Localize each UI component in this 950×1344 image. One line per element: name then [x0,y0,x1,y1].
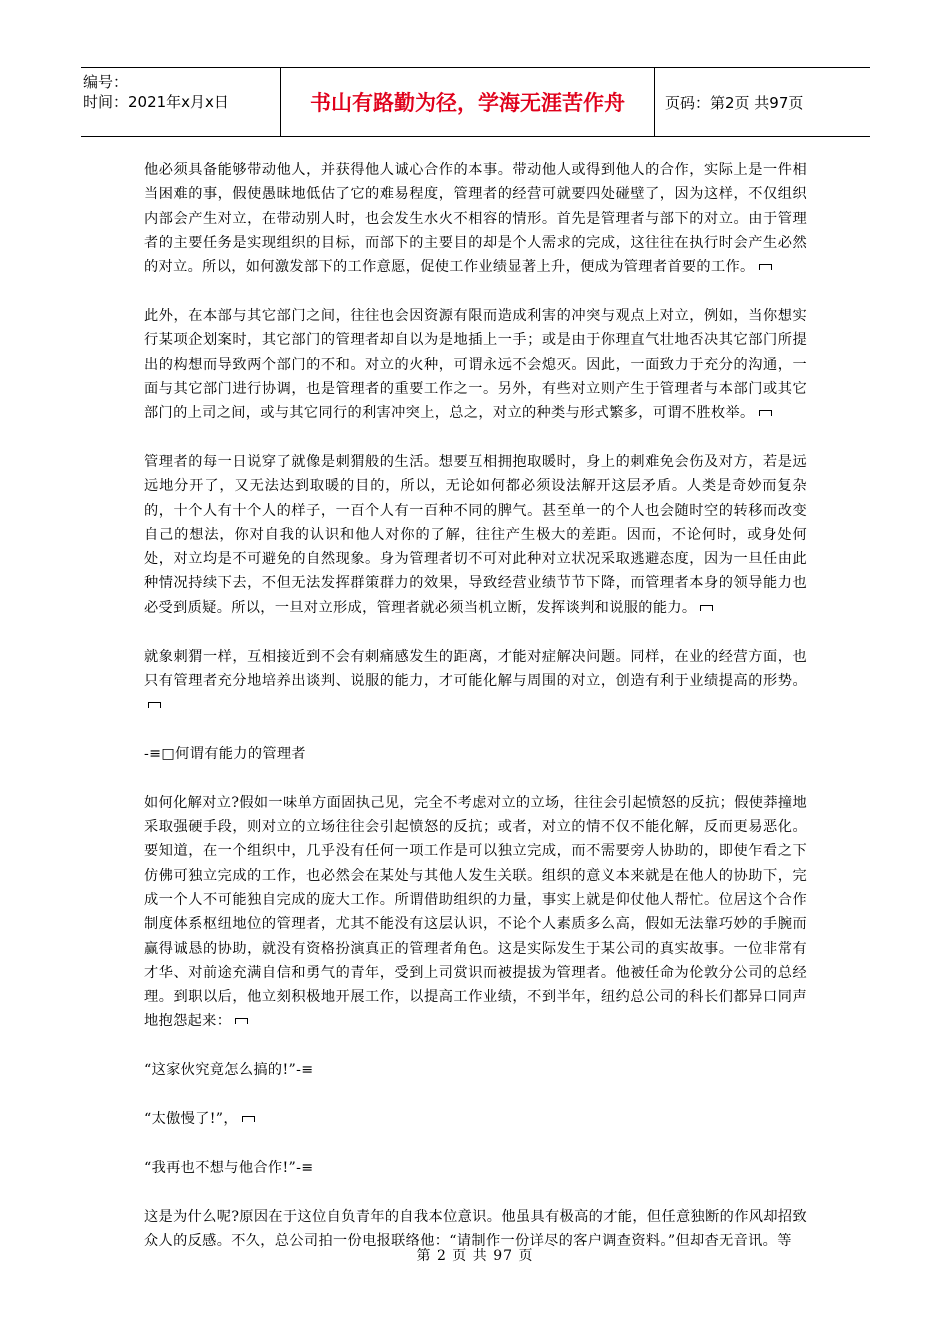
paragraph: 管理者的每一日说穿了就像是刺猬般的生活。想要互相拥抱取暖时，身上的刺难免会伤及对方，若是远远地分开了，又无法达到取暖的目的，所以，无论如何都必须设法解开这层矛盾。人类是奇妙而复杂的，十个人有十个人的样子，一百个人有一百种不同的脾气。甚至单一的个人也会随时空的转移而改变自己的想法，你对自我的认识和他人对你的了解，往往产生极大的差距。因而，不论何时，或身处何处，对立均是不可避免的自然现象。身为管理者切不可对此种对立状况采取逃避态度，因为一旦任由此种情况持续下去，不但无法发挥群策群力的效果，导致经营业绩节节下降，而管理者本身的领导能力也必受到质疑。所以，一旦对立形成，管理者就必须当机立断，发挥谈判和说服的能力。 [144,453,807,616]
paragraph-mark-icon [235,1018,248,1024]
paragraph: 就象刺猬一样，互相接近到不会有刺痛感发生的距离，才能对症解决问题。同样，在业的经营方面，也只有管理者充分地培养出谈判、说服的能力，才可能化解与周围的对立，创造有利于业绩提高的形势。 [144,645,807,718]
paragraph-mark-icon [148,702,161,708]
paragraph-mark-icon [700,605,713,611]
page-footer: 第 2 页 共 97 页 [416,1248,534,1264]
header-page-info: 页码：第2页 共97页 [665,93,804,112]
header-meta [81,68,281,136]
page-header [81,67,870,137]
quote-line: “我再也不想与他合作!”-≡ [144,1159,314,1176]
quote-line: “太傲慢了!”， [144,1107,807,1131]
doc-number-label: 编号： [83,73,129,91]
paragraph-mark-icon [759,264,772,270]
header-motto: 书山有路勤为径，学海无涯苦作舟 [281,68,655,136]
quote-line: “这家伙究竟怎么搞的!”-≡ [144,1062,314,1079]
section-heading: -≡□何谓有能力的管理者 [144,745,306,762]
paragraph-mark-icon [242,1116,255,1122]
paragraph: 这是为什么呢?原因在于这位自负青年的自我本位意识。他虽具有极高的才能，但任意独断的作风却招致众人的反感。不久，总公司拍一份电报联络他：“请制作一份详尽的客户调查资料。”但却杳无音讯。等 [144,1208,807,1249]
paragraph: 此外，在本部与其它部门之间，往往也会因资源有限而造成利害的冲突与观点上对立，例如，当你想实行某项企划案时，其它部门的管理者却自以为是地插上一手；或是由于你理直气壮地否决其它部门所提出的构想而导致两个部门的不和。对立的火种，可谓永远不会熄灭。因此，一面致力于充分的沟通，一面与其它部门进行协调，也是管理者的重要工作之一。另外，有些对立则产生于管理者与本部门或其它部门的上司之间，或与其它同行的利害冲突上，总之，对立的种类与形式繁多，可谓不胜枚举。 [144,307,807,422]
paragraph-mark-icon [759,410,772,416]
doc-time-label: 时间：2021年x月x日 [83,93,229,111]
paragraph: 如何化解对立?假如一味单方面固执己见，完全不考虑对立的立场，往往会引起愤怒的反抗；假使莽撞地采取强硬手段，则对立的立场往往会引起愤怒的反抗；或者，对立的情不仅不能化解，反而更易恶化。要知道，在一个组织中，几乎没有任何一项工作是可以独立完成，而不需要旁人协助的，即使乍看之下仿佛可独立完成的工作，也必然会在某处与其他人发生关联。组织的意义本来就是在他人的协助下，完成一个人不可能独自完成的庞大工作。所谓借助组织的力量，事实上就是仰仗他人帮忙。位居这个合作制度体系枢纽地位的管理者，尤其不能没有这层认识，不论个人素质多么高，假如无法靠巧妙的手腕而赢得诚恳的协助，就没有资格扮演真正的管理者角色。这是实际发生于某公司的真实故事。一位非常有才华、对前途充满自信和勇气的青年，受到上司赏识而被提拔为管理者。他被任命为伦敦分公司的总经理。到职以后，他立刻积极地开展工作，以提高工作业绩，不到半年，纽约总公司的科长们都异口同声地抱怨起来： [144,794,807,1030]
paragraph: 他必须具备能够带动他人，并获得他人诚心合作的本事。带动他人或得到他人的合作，实际上是一件相当困难的事，假使愚昧地低估了它的难易程度，管理者的经营可就要四处碰壁了，因为这样，不仅组织内部会产生对立，在带动别人时，也会发生水火不相容的情形。首先是管理者与部下的对立。由于管理者的主要任务是实现组织的目标，而部下的主要目的却是个人需求的完成，这往往在执行时会产生必然的对立。所以，如何激发部下的工作意愿，促使工作业绩显著上升，便成为管理者首要的工作。 [144,162,807,276]
document-body [144,158,807,1278]
